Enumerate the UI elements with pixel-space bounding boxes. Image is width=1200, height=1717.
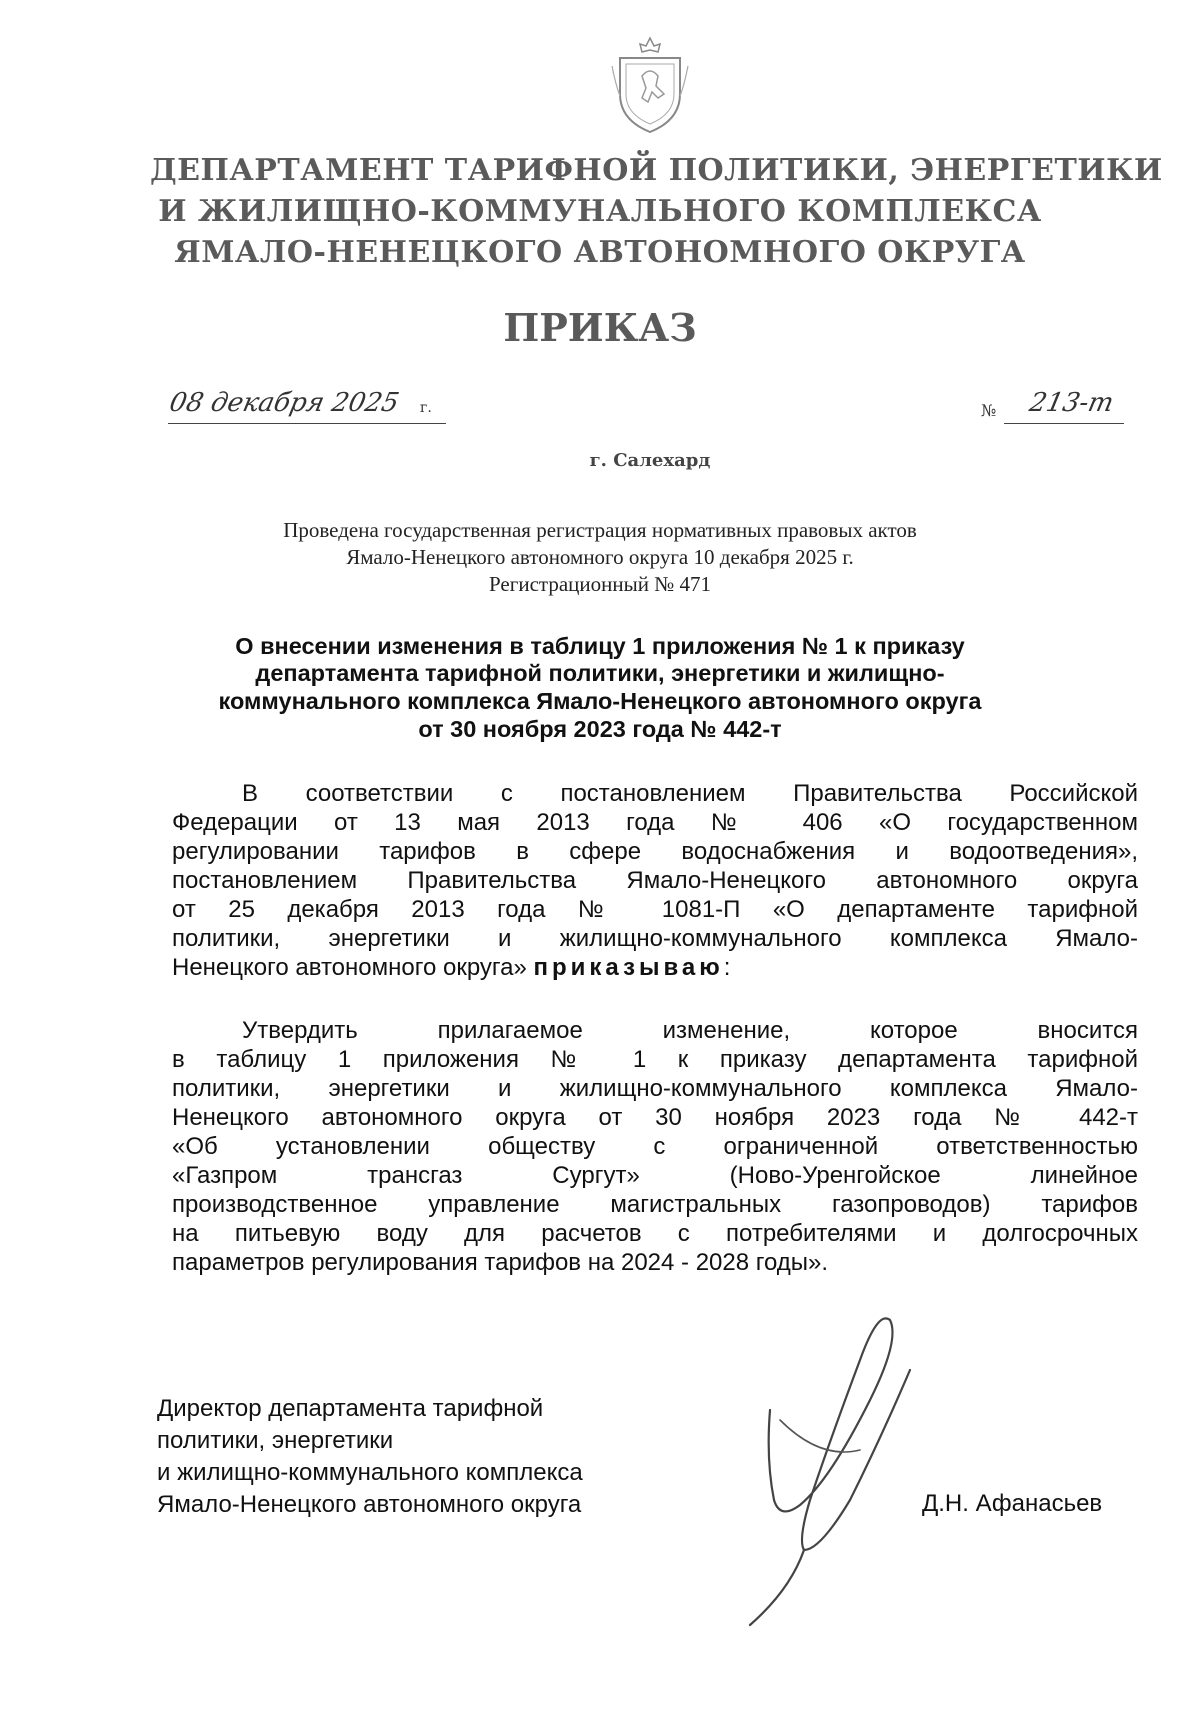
document-type: ПРИКАЗ: [503, 305, 697, 350]
paragraph1-last-line: [172, 953, 730, 983]
paragraph2-last-line: параметров регулирования тарифов на 2024 - 2028 годы».: [172, 1249, 829, 1276]
signer-position-line4: Ямало-Ненецкого автономного округа: [157, 1491, 582, 1518]
handwritten-date-year: 25: [362, 388, 402, 418]
coat-of-arms-icon: [608, 36, 692, 136]
city: г. Салехард: [589, 450, 711, 471]
paragraph1-line: регулировании тарифов в сфере водоснабжения и водоотведения»,: [172, 838, 1138, 865]
paragraph2-line: Ненецкого автономного округа от 30 ноября 2023 года № 442-т: [172, 1104, 1138, 1131]
handwritten-date-text: 08 декабря 20: [166, 388, 369, 418]
handwritten-date: [167, 388, 402, 418]
paragraph1-line: постановлением Правительства Ямало-Ненецкого автономного округа: [172, 867, 1138, 894]
paragraph2-line: в таблицу 1 приложения № 1 к приказу департамента тарифной: [172, 1046, 1138, 1073]
department-name-line2: И ЖИЛИЩНО-КОММУНАЛЬНОГО КОМПЛЕКСА: [158, 194, 1042, 229]
signer-position-line3: и жилищно-коммунального комплекса: [157, 1459, 583, 1486]
signer-position-line2: политики, энергетики: [157, 1427, 394, 1454]
paragraph2-line: политики, энергетики и жилищно-коммунального комплекса Ямало-: [172, 1075, 1138, 1102]
order-title-line4: от 30 ноября 2023 года № 442-т: [418, 716, 782, 742]
paragraph2-line: производственное управление магистральных газопроводов) тарифов: [172, 1191, 1138, 1218]
signer-position-line1: Директор департамента тарифной: [157, 1395, 544, 1422]
paragraph1-line: Федерации от 13 мая 2013 года № 406 «О государственном: [172, 809, 1138, 836]
registration-line2: Ямало-Ненецкого автономного округа 10 декабря 2025 г.: [346, 545, 854, 569]
handwritten-signature-icon: [740, 1300, 980, 1630]
paragraph2-line: Утвердить прилагаемое изменение, которое вносится: [242, 1017, 1138, 1044]
paragraph2-line: «Об установлении обществу с ограниченной ответственностью: [172, 1133, 1138, 1160]
order-title-line2: департамента тарифной политики, энергетики и жилищно-: [255, 660, 945, 686]
paragraph1-line: В соответствии с постановлением Правительства Российской: [242, 780, 1138, 807]
signer-name: Д.Н. Афанасьев: [922, 1490, 1103, 1517]
registration-line3: Регистрационный № 471: [489, 572, 711, 596]
registration-line1: Проведена государственная регистрация нормативных правовых актов: [283, 518, 917, 542]
paragraph1-colon: :: [723, 954, 731, 981]
order-title-line3: коммунального комплекса Ямало-Ненецкого автономного округа: [218, 688, 982, 714]
paragraph1-last-text: Ненецкого автономного округа»: [172, 954, 527, 981]
order-word: приказываю: [533, 954, 724, 981]
date-suffix: г.: [420, 400, 432, 416]
paragraph2-line: на питьевую воду для расчетов с потребителями и долгосрочных: [172, 1220, 1138, 1247]
department-name-line1: ДЕПАРТАМЕНТ ТАРИФНОЙ ПОЛИТИКИ, ЭНЕРГЕТИКИ: [150, 153, 1163, 188]
paragraph1-line: от 25 декабря 2013 года № 1081-П «О департаменте тарифной: [172, 896, 1138, 923]
order-title-line1: О внесении изменения в таблицу 1 приложения № 1 к приказу: [235, 633, 965, 659]
paragraph1-line: политики, энергетики и жилищно-коммунального комплекса Ямало-: [172, 925, 1138, 952]
number-underline: [1004, 423, 1124, 424]
date-underline: [168, 423, 446, 424]
department-name-line3: ЯМАЛО-НЕНЕЦКОГО АВТОНОМНОГО ОКРУГА: [174, 235, 1026, 270]
number-label: №: [981, 401, 997, 420]
paragraph2-line: «Газпром трансгаз Сургут» (Ново-Уренгойское линейное: [172, 1162, 1138, 1189]
handwritten-number: 213-т: [1026, 388, 1117, 418]
